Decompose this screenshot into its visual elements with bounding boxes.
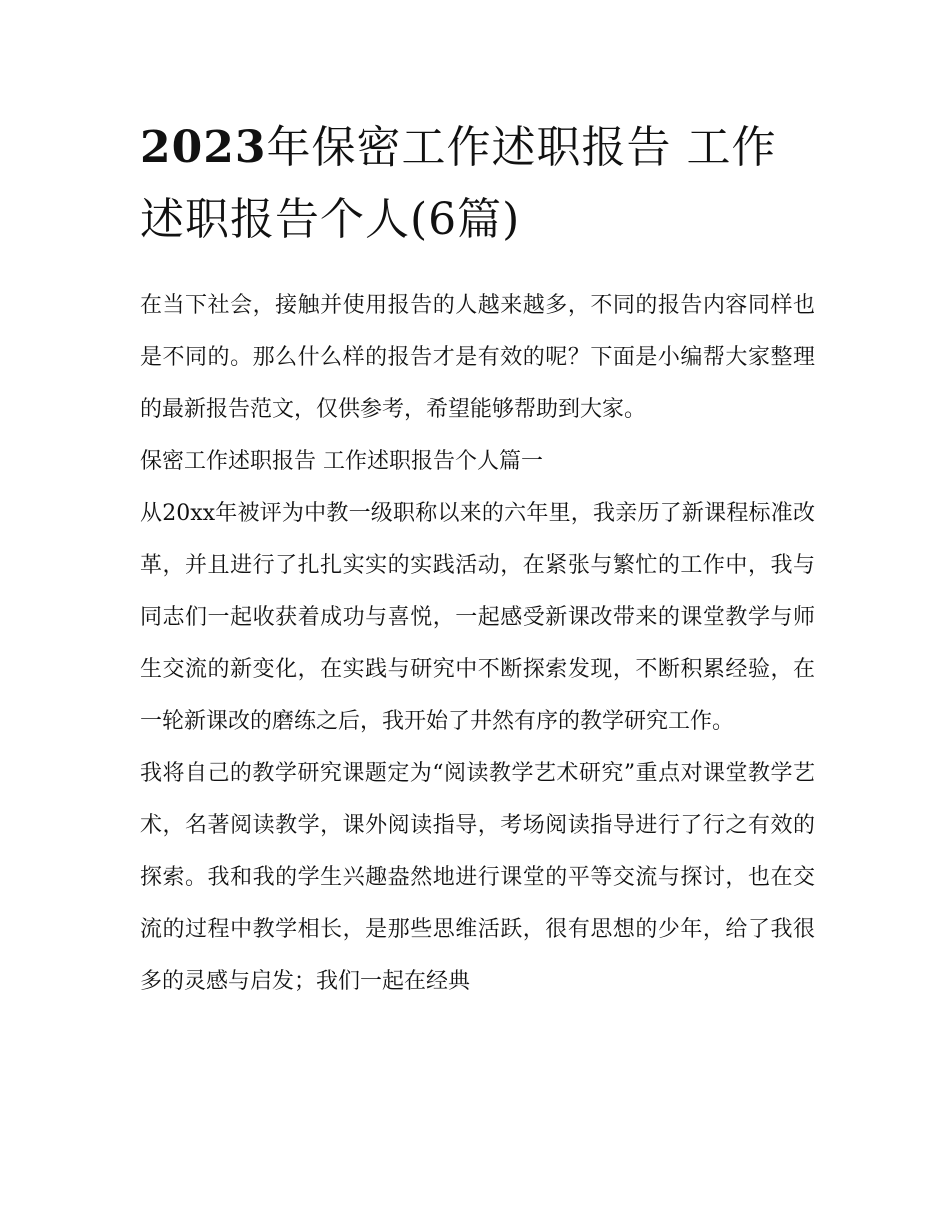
body-paragraph-1: 从20xx年被评为中教一级职称以来的六年里，我亲历了新课程标准改革，并且进行了扎扎实实的实践活动，在紧张与繁忙的工作中，我与同志们一起收获着成功与喜悦，一起感受新课改带来的课堂教学与师生交流的新变化，在实践与研究中不断探索发现，不断积累经验，在一轮新课改的磨练之后，我开始了井然有序的教学研究工作。: [140, 501, 815, 734]
section-heading: 保密工作述职报告 工作述职报告个人篇一: [140, 449, 543, 474]
document-body: [140, 280, 815, 1008]
document-content: [140, 112, 815, 1008]
document-title: 2023年保密工作述职报告 工作述职报告个人(6篇): [140, 122, 777, 245]
intro-paragraph: 在当下社会，接触并使用报告的人越来越多，不同的报告内容同样也是不同的。那么什么样的报告才是有效的呢？下面是小编帮大家整理的最新报告范文，仅供参考，希望能够帮助到大家。: [140, 293, 815, 422]
body-paragraph-2: 我将自己的教学研究课题定为“阅读教学艺术研究”重点对课堂教学艺术，名著阅读教学，课外阅读指导，考场阅读指导进行了行之有效的探索。我和我的学生兴趣盎然地进行课堂的平等交流与探讨，也在交流的过程中教学相长，是那些思维活跃，很有思想的少年，给了我很多的灵感与启发；我们一起在经典: [140, 761, 815, 994]
title-year: 2023: [140, 122, 267, 173]
